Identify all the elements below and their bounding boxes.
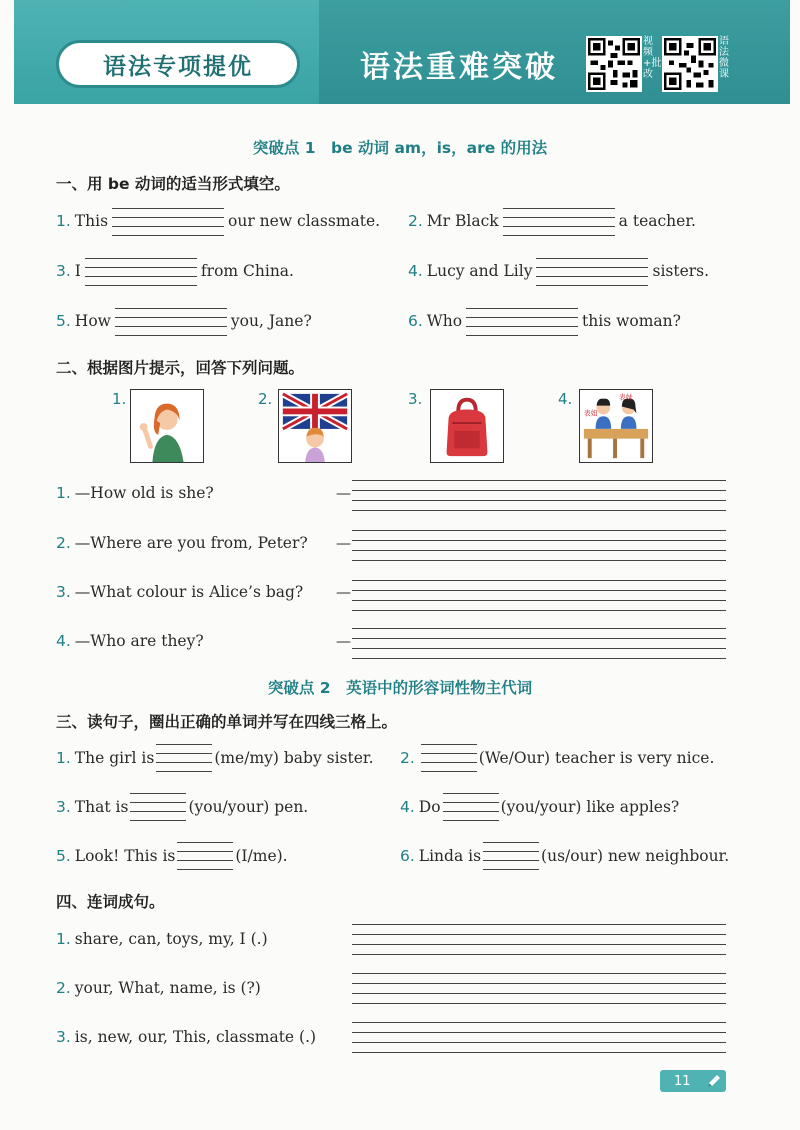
answer-blank[interactable] — [443, 791, 499, 823]
part3-heading: 三、读句子，圈出正确的单词并写在四线三格上。 — [56, 713, 398, 731]
picture-number: 4. — [558, 390, 573, 408]
page-number: 11 — [660, 1070, 726, 1092]
answer-lines[interactable] — [352, 580, 726, 616]
sentence-item: 1. share, can, toys, my, I (.) — [56, 930, 268, 948]
answer-blank[interactable] — [483, 840, 539, 872]
answer-blank[interactable] — [536, 254, 648, 288]
girl-waving-icon — [130, 389, 204, 463]
answer-dash: — — [336, 484, 351, 502]
fill-item: 1. The girl is (me/my) baby sister. — [56, 742, 374, 774]
fill-item: 6. Linda is (us/our) new neighbour. — [400, 840, 729, 872]
part1-heading: 一、用 be 动词的适当形式填空。 — [56, 175, 290, 193]
question-item: 1. —How old is she? — [56, 484, 214, 502]
qr-code-icon[interactable] — [662, 36, 718, 92]
answer-blank[interactable] — [85, 254, 197, 288]
answer-blank[interactable] — [115, 304, 227, 338]
series-label: 语法专项提优 — [56, 40, 300, 88]
answer-lines[interactable] — [352, 530, 726, 566]
pencil-icon — [706, 1073, 722, 1089]
picture-number: 1. — [112, 390, 127, 408]
answer-blank[interactable] — [177, 840, 233, 872]
answer-blank[interactable] — [156, 742, 212, 774]
part4-heading: 四、连词成句。 — [56, 893, 165, 911]
pic4-label: 表姐 — [583, 409, 598, 418]
section2-title: 突破点 2 英语中的形容词性物主代词 — [267, 679, 533, 697]
answer-lines[interactable] — [352, 480, 726, 516]
answer-dash: — — [336, 534, 351, 552]
fill-item: 4. Do (you/your) like apples? — [400, 791, 679, 823]
answer-dash: — — [336, 632, 351, 650]
sentence-item: 2. your, What, name, is (?) — [56, 979, 261, 997]
qr-code-icon[interactable] — [586, 36, 642, 92]
answer-blank[interactable] — [466, 304, 578, 338]
answer-blank[interactable] — [130, 791, 186, 823]
fill-item: 5. Look! This is (I/me). — [56, 840, 288, 872]
picture-number: 2. — [258, 390, 273, 408]
fill-item: 6. Who this woman? — [408, 304, 681, 338]
sentence-item: 3. is, new, our, This, classmate (.) — [56, 1028, 317, 1046]
answer-blank[interactable] — [421, 742, 477, 774]
page-title: 语法重难突破 — [360, 50, 558, 85]
picture-number: 3. — [408, 390, 423, 408]
fill-item: 1. This our new classmate. — [56, 204, 380, 238]
fill-item: 2. Mr Black a teacher. — [408, 204, 696, 238]
pic4-label: 表妹 — [618, 393, 633, 402]
uk-flag-boy-icon — [278, 389, 352, 463]
qr1-label: 视频+批改 — [643, 36, 662, 80]
answer-lines[interactable] — [352, 924, 726, 960]
question-item: 4. —Who are they? — [56, 632, 204, 650]
question-item: 2. —Where are you from, Peter? — [56, 534, 308, 552]
fill-item: 5. How you, Jane? — [56, 304, 312, 338]
red-bag-icon — [430, 389, 504, 463]
children-at-desk-icon — [579, 389, 653, 463]
section1-title: 突破点 1 be 动词 am，is，are 的用法 — [252, 139, 548, 157]
answer-lines[interactable] — [352, 628, 726, 664]
answer-blank[interactable] — [112, 204, 224, 238]
fill-item: 4. Lucy and Lily sisters. — [408, 254, 709, 288]
answer-dash: — — [336, 583, 351, 601]
fill-item: 3. I from China. — [56, 254, 294, 288]
part2-heading: 二、根据图片提示，回答下列问题。 — [56, 359, 305, 377]
qr2-label: 语法微课 — [719, 36, 729, 80]
answer-lines[interactable] — [352, 973, 726, 1009]
answer-blank[interactable] — [503, 204, 615, 238]
fill-item: 3. That is (you/your) pen. — [56, 791, 308, 823]
answer-lines[interactable] — [352, 1022, 726, 1058]
question-item: 3. —What colour is Alice’s bag? — [56, 583, 304, 601]
fill-item: 2. (We/Our) teacher is very nice. — [400, 742, 714, 774]
